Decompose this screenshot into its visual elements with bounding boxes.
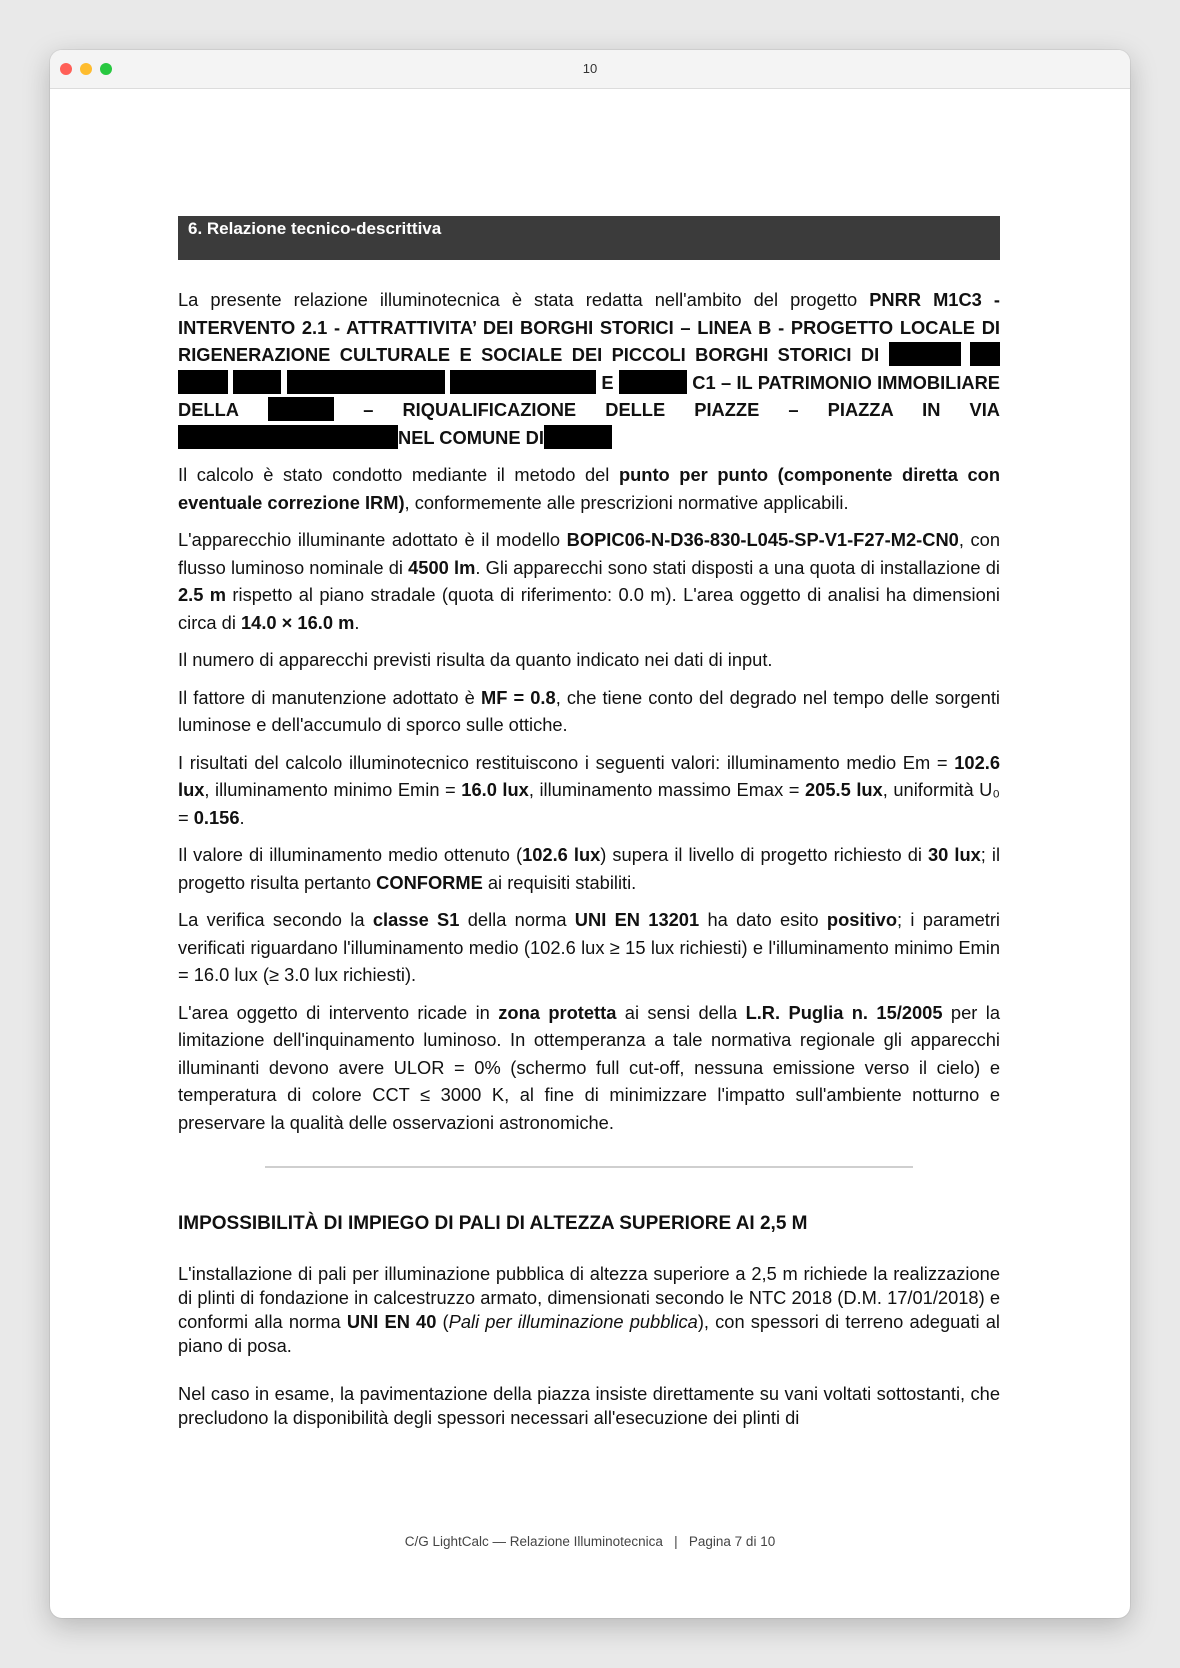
paragraph-intro: La presente relazione illuminotecnica è stata redatta nell'ambito del progetto PNRR M1C3 - INTERVENTO 2.1 - ATTRATTIVITA’ DEI BORGHI STORICI – LINEA B - PROGETTO LOCALE DI RIGENERAZIONE CULTURALE E SOCIALE DEI PICCOLI BORGHI STORICI DI E C1 – IL PATRIMONIO IMMOBILIARE DELLA – RIQUALIFICAZIONE DELLE PIAZZE – PIAZZA IN VIANEL COMUNE DI (178, 289, 1000, 448)
paragraph-results: I risultati del calcolo illuminotecnico restituiscono i seguenti valori: illuminamento medio Em = 102.6 lux, illuminamento minimo Emin = 16.0 lux, illuminamento massimo Emax = 205.5 lux, uniformità U₀ = 0.156. (178, 751, 1000, 828)
paragraph-compliance: Il valore di illuminamento medio ottenuto (102.6 lux) supera il livello di progetto richiesto di 30 lux; il progetto risulta pertanto CONFORME ai requisiti stabiliti. (178, 844, 1001, 893)
paragraph-luminaire: L'apparecchio illuminante adottato è il modello BOPIC06-N-D36-830-L045-SP-V1-F27-M2-CN0, con flusso luminoso nominale di 4500 lm. Gli apparecchi sono stati disposti a una quota di installazione di 2.5 m rispetto al piano stradale (quota di riferimento: 0.0 m). L'area oggetto di analisi ha dimensioni circa di 14.0 × 16.0 m. (178, 529, 1000, 633)
redaction-block (233, 370, 281, 394)
redaction-block (178, 370, 228, 394)
section-header (178, 216, 1000, 260)
section-divider (265, 1166, 913, 1168)
redaction-block (450, 370, 596, 394)
paragraph-protected-zone: L'area oggetto di intervento ricade in zona protetta ai sensi della L.R. Puglia n. 15/2005 per la limitazione dell'inquinamento luminoso. In ottemperanza a tale normativa regionale gli apparecchi illuminanti devono avere ULOR = 0% (schermo full cut-off, nessuna emissione verso il cielo) e temperatura di colore CCT ≤ 3000 K, al fine di minimizzare l'impatto sull'ambiente notturno e preservare la qualità delle osservazioni astronomiche. (178, 1001, 1000, 1133)
window-title: 10 (582, 61, 598, 76)
paragraph-maintenance: Il fattore di manutenzione adottato è MF = 0.8, che tiene conto del degrado nel tempo delle sorgenti luminose e dell'accumulo di sporco sulle ottiche. (178, 686, 1000, 735)
redaction-block (619, 370, 687, 394)
subsection-heading: IMPOSSIBILITÀ DI IMPIEGO DI PALI DI ALTEZZA SUPERIORE AI 2,5 M (178, 1213, 808, 1234)
document-window (50, 50, 1130, 1618)
page-footer: C/G LightCalc — Relazione Illuminotecnica | Pagina 7 di 10 (404, 1534, 776, 1549)
redaction-block (178, 425, 398, 449)
redaction-block (287, 370, 445, 394)
redaction-block (970, 342, 1000, 366)
title-bar (50, 50, 1130, 89)
paragraph-poles: L'installazione di pali per illuminazione pubblica di altezza superiore a 2,5 m richiede la realizzazione di plinti di fondazione in calcestruzzo armato, dimensionati secondo le NTC 2018 (D.M. 17/01/2018) e conformi alla norma UNI EN 40 (Pali per illuminazione pubblica), con spessori di terreno adeguati al piano di posa. (178, 1263, 1000, 1356)
paragraph-verification: La verifica secondo la classe S1 della norma UNI EN 13201 ha dato esito positivo; i parametri verificati riguardano l'illuminamento medio (102.6 lux ≥ 15 lux richiesti) e l'illuminamento minimo Emin = 16.0 lux (≥ 3.0 lux richiesti). (178, 909, 1000, 985)
redaction-block (268, 397, 334, 421)
paragraph-method: Il calcolo è stato condotto mediante il metodo del punto per punto (componente diretta con eventuale correzione IRM), conformemente alle prescrizioni normative applicabili. (178, 464, 1000, 513)
paragraph-vaults: Nel caso in esame, la pavimentazione della piazza insiste direttamente su vani voltati sottostanti, che precludono la disponibilità degli spessori necessari all'esecuzione dei plinti di (178, 1383, 1000, 1428)
document-page (178, 216, 1000, 1454)
section-title: 6. Relazione tecnico-descrittiva (188, 219, 442, 238)
redaction-block (889, 342, 961, 366)
paragraph-quantity: Il numero di apparecchi previsti risulta da quanto indicato nei dati di input. (178, 649, 773, 670)
redaction-block (544, 425, 612, 449)
